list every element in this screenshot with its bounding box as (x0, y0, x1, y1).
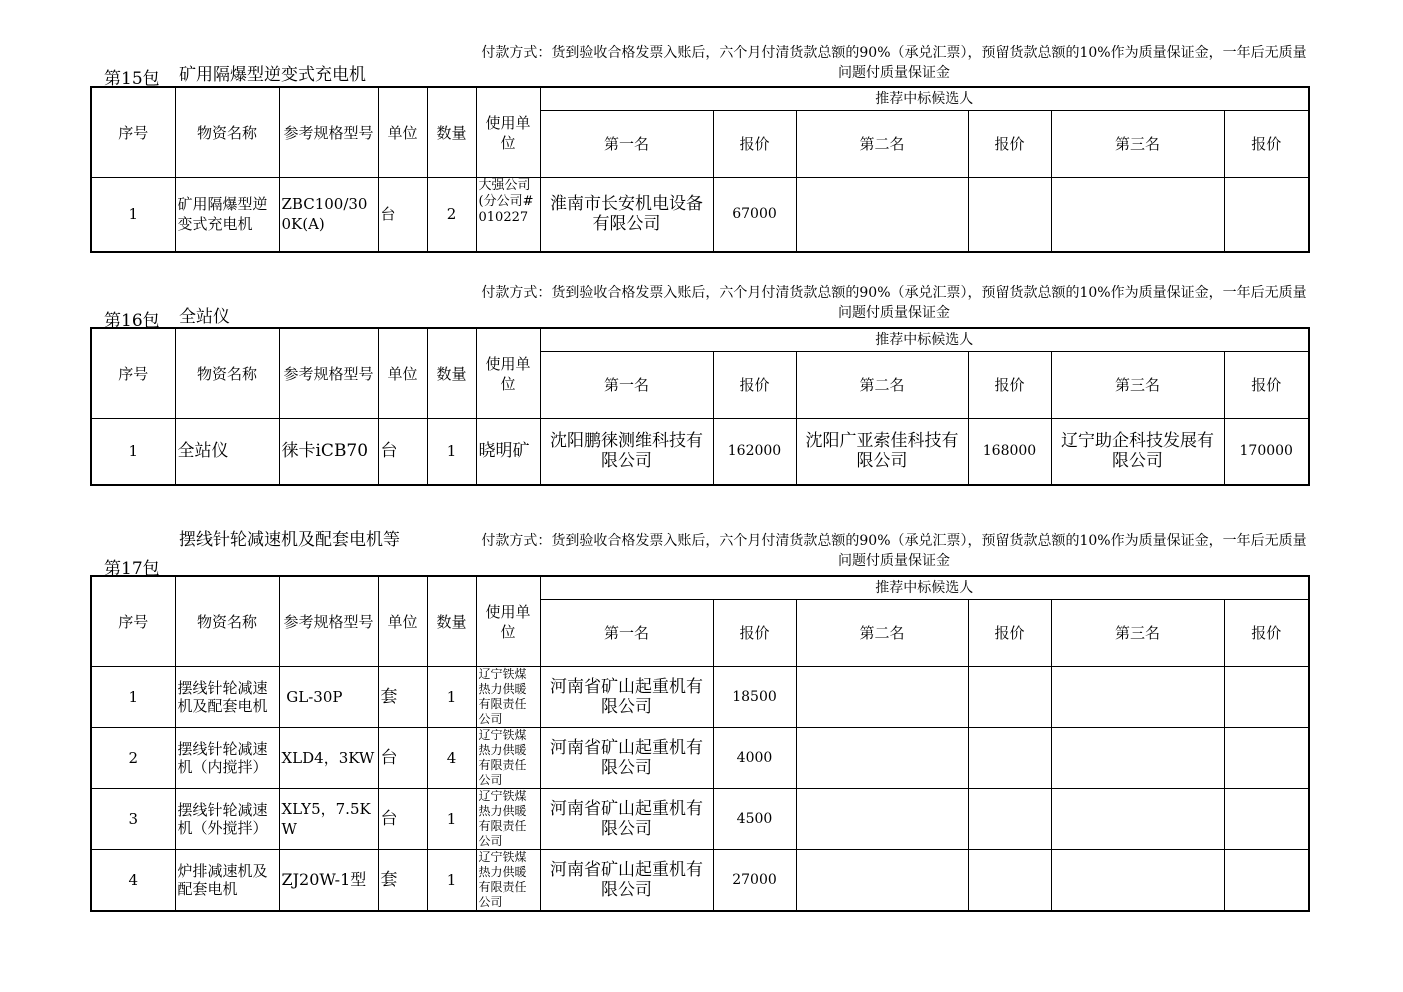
header-qty: 数量 (427, 87, 476, 178)
table-row (91, 667, 1309, 728)
cell-first: 河南省矿山起重机有限公司 (540, 667, 713, 728)
cell-third: 辽宁助企科技发展有限公司 (1051, 419, 1224, 485)
cell-user: 辽宁铁煤热力供暖有限责任公司 (476, 789, 540, 850)
bid-table (90, 575, 1310, 912)
header-price2: 报价 (968, 111, 1051, 178)
header-seq: 序号 (91, 328, 175, 419)
cell-user: 辽宁铁煤热力供暖有限责任公司 (476, 850, 540, 912)
header-price3: 报价 (1224, 600, 1309, 667)
cell-first: 河南省矿山起重机有限公司 (540, 728, 713, 789)
cell-seq: 1 (91, 419, 175, 485)
cell-price3 (1224, 667, 1309, 728)
cell-unit: 台 (378, 789, 427, 850)
package-number: 第15包 (104, 69, 160, 89)
cell-name: 摆线针轮减速机及配套电机 (175, 667, 279, 728)
header-seq: 序号 (91, 576, 175, 667)
cell-price2 (968, 728, 1051, 789)
cell-unit: 台 (378, 419, 427, 485)
cell-price2 (968, 667, 1051, 728)
header-second: 第二名 (796, 352, 968, 419)
header-name: 物资名称 (175, 328, 279, 419)
header-price1: 报价 (713, 111, 796, 178)
cell-price1: 67000 (713, 178, 796, 252)
payment-terms: 付款方式：货到验收合格发票入账后，六个月付清货款总额的90%（承兑汇票），预留货款总额的10%作为质量保证金，一年后无质量问题付质量保证金 (481, 45, 1307, 81)
cell-price3 (1224, 850, 1309, 912)
cell-second (796, 667, 968, 728)
package-17 (90, 528, 1308, 913)
package-number: 第16包 (104, 311, 160, 331)
cell-second (796, 178, 968, 252)
cell-price3 (1224, 178, 1309, 252)
header-spec: 参考规格型号 (279, 576, 378, 667)
bid-table (90, 86, 1310, 253)
cell-seq: 1 (91, 667, 175, 728)
cell-name: 全站仪 (175, 419, 279, 485)
cell-price2 (968, 178, 1051, 252)
cell-spec: XLY5，7.5KW (279, 789, 378, 850)
cell-price3 (1224, 728, 1309, 789)
cell-unit: 台 (378, 728, 427, 789)
package-number: 第17包 (104, 559, 160, 579)
cell-third (1051, 178, 1224, 252)
cell-second: 沈阳广亚索佳科技有限公司 (796, 419, 968, 485)
cell-third (1051, 850, 1224, 912)
cell-seq: 1 (91, 178, 175, 252)
cell-price3: 170000 (1224, 419, 1309, 485)
cell-third (1051, 667, 1224, 728)
cell-second (796, 850, 968, 912)
cell-price2: 168000 (968, 419, 1051, 485)
header-unit: 单位 (378, 328, 427, 419)
cell-qty: 1 (427, 850, 476, 912)
cell-first: 河南省矿山起重机有限公司 (540, 789, 713, 850)
cell-unit: 台 (378, 178, 427, 252)
cell-spec: ZBC100/300K(A) (279, 178, 378, 252)
header-seq: 序号 (91, 87, 175, 178)
header-unit: 单位 (378, 576, 427, 667)
header-user: 使用单位 (476, 328, 540, 419)
cell-second (796, 728, 968, 789)
cell-third (1051, 789, 1224, 850)
header-price2: 报价 (968, 600, 1051, 667)
cell-name: 矿用隔爆型逆变式充电机 (175, 178, 279, 252)
package-15 (90, 40, 1308, 255)
cell-first: 沈阳鹏徕测维科技有限公司 (540, 419, 713, 485)
cell-user: 辽宁铁煤热力供暖有限责任公司 (476, 667, 540, 728)
cell-seq: 3 (91, 789, 175, 850)
header-price2: 报价 (968, 352, 1051, 419)
cell-price3 (1224, 789, 1309, 850)
header-recommend: 推荐中标候选人 (540, 576, 1309, 600)
cell-user: 辽宁铁煤热力供暖有限责任公司 (476, 728, 540, 789)
cell-name: 摆线针轮减速机（内搅拌） (175, 728, 279, 789)
cell-spec: GL-30P (279, 667, 378, 728)
cell-unit: 套 (378, 667, 427, 728)
cell-price1: 18500 (713, 667, 796, 728)
header-qty: 数量 (427, 576, 476, 667)
cell-unit: 套 (378, 850, 427, 912)
bid-table (90, 327, 1310, 486)
package-name: 全站仪 (179, 307, 230, 327)
cell-spec: XLD4，3KW (279, 728, 378, 789)
payment-terms: 付款方式：货到验收合格发票入账后，六个月付清货款总额的90%（承兑汇票），预留货款总额的10%作为质量保证金，一年后无质量问题付质量保证金 (481, 533, 1307, 569)
header-unit: 单位 (378, 87, 427, 178)
header-third: 第三名 (1051, 111, 1224, 178)
cell-price1: 4500 (713, 789, 796, 850)
cell-price1: 162000 (713, 419, 796, 485)
header-user: 使用单位 (476, 576, 540, 667)
cell-spec: ZJ20W-1型 (279, 850, 378, 912)
cell-first: 淮南市长安机电设备有限公司 (540, 178, 713, 252)
header-third: 第三名 (1051, 600, 1224, 667)
table-row (91, 419, 1309, 485)
cell-qty: 1 (427, 419, 476, 485)
cell-user: 晓明矿 (476, 419, 540, 485)
cell-spec: 徕卡iCB70 (279, 419, 378, 485)
header-price3: 报价 (1224, 352, 1309, 419)
header-price1: 报价 (713, 352, 796, 419)
header-price3: 报价 (1224, 111, 1309, 178)
cell-price1: 27000 (713, 850, 796, 912)
package-name: 摆线针轮减速机及配套电机等 (179, 530, 400, 550)
header-name: 物资名称 (175, 87, 279, 178)
cell-name: 摆线针轮减速机（外搅拌） (175, 789, 279, 850)
header-name: 物资名称 (175, 576, 279, 667)
cell-price2 (968, 850, 1051, 912)
cell-qty: 4 (427, 728, 476, 789)
header-spec: 参考规格型号 (279, 87, 378, 178)
cell-qty: 2 (427, 178, 476, 252)
cell-qty: 1 (427, 667, 476, 728)
header-third: 第三名 (1051, 352, 1224, 419)
cell-first: 河南省矿山起重机有限公司 (540, 850, 713, 912)
cell-price1: 4000 (713, 728, 796, 789)
payment-terms: 付款方式：货到验收合格发票入账后，六个月付清货款总额的90%（承兑汇票），预留货款总额的10%作为质量保证金，一年后无质量问题付质量保证金 (481, 285, 1307, 321)
header-qty: 数量 (427, 328, 476, 419)
header-recommend: 推荐中标候选人 (540, 328, 1309, 352)
header-recommend: 推荐中标候选人 (540, 87, 1309, 111)
cell-user: 大强公司(分公司#010227 (476, 178, 540, 252)
cell-price2 (968, 789, 1051, 850)
header-spec: 参考规格型号 (279, 328, 378, 419)
header-first: 第一名 (540, 111, 713, 178)
cell-seq: 2 (91, 728, 175, 789)
table-row (91, 178, 1309, 252)
cell-qty: 1 (427, 789, 476, 850)
header-first: 第一名 (540, 352, 713, 419)
cell-second (796, 789, 968, 850)
table-row (91, 728, 1309, 789)
cell-third (1051, 728, 1224, 789)
cell-seq: 4 (91, 850, 175, 912)
cell-name: 炉排减速机及配套电机 (175, 850, 279, 912)
package-16 (90, 281, 1308, 491)
header-user: 使用单位 (476, 87, 540, 178)
package-name: 矿用隔爆型逆变式充电机 (179, 65, 366, 85)
header-second: 第二名 (796, 600, 968, 667)
table-row (91, 789, 1309, 850)
header-first: 第一名 (540, 600, 713, 667)
header-price1: 报价 (713, 600, 796, 667)
header-second: 第二名 (796, 111, 968, 178)
table-row (91, 850, 1309, 912)
